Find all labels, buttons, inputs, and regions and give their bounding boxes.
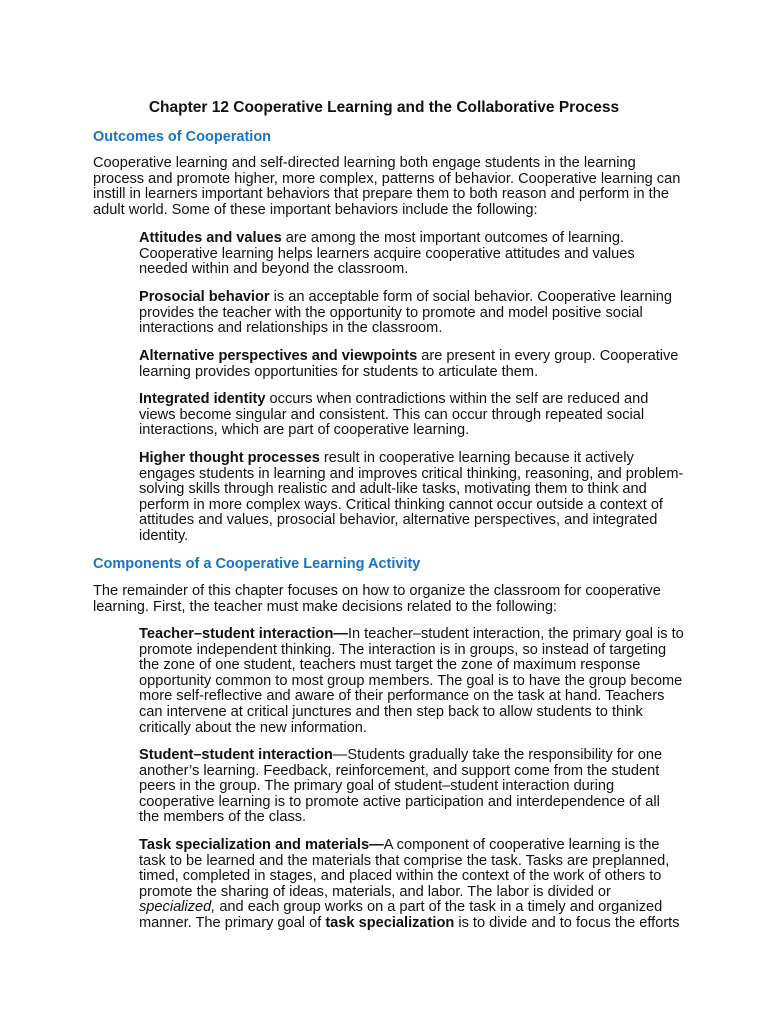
heading-outcomes-of-cooperation: Outcomes of Cooperation (93, 129, 272, 145)
description: result in cooperative learning because it actively engages students in learning and improves critical thinking, reasoning, and problem-solving skills through realistic and adult-like tasks, motivating them to think and perform in more complex ways. Critical thinking cannot occur outside a context of attitudes and values, prosocial behavior, alternative perspectives, and integrated identity. (139, 450, 684, 544)
description: occurs when contradictions within the self are reduced and views become singular and consistent. This can occur through repeated social interactions, which are part of cooperative learning. (139, 391, 649, 439)
component-item-task (139, 838, 684, 932)
description: is an acceptable form of social behavior. Cooperative learning provides the teacher with the opportunity to promote and model positive social interactions and relationships in the classroom. (139, 289, 672, 337)
description-part-2: and each group works on a part of the task in a timely and organized manner. The primary goal of (139, 899, 663, 931)
heading-components: Components of a Cooperative Learning Activity (93, 556, 421, 572)
term: Teacher–student interaction— (139, 626, 348, 642)
term: Alternative perspectives and viewpoints (139, 348, 418, 364)
outcome-item-thought (139, 451, 684, 545)
term: Student–student interaction (139, 747, 333, 763)
term: Attitudes and values (139, 230, 282, 246)
description: are present in every group. Cooperative learning provides opportunities for students to articulate them. (139, 348, 679, 380)
component-item-student-student (139, 748, 684, 826)
outcome-item-prosocial (139, 290, 684, 337)
term: Prosocial behavior (139, 289, 270, 305)
description-part-3: is to divide and to focus the efforts (454, 914, 680, 931)
chapter-title: Chapter 12 Cooperative Learning and the Collaborative Process (148, 99, 620, 116)
component-item-teacher-student (139, 627, 684, 736)
intro-paragraph-outcomes: Cooperative learning and self-directed learning both engage students in the learning process and promote higher, more complex, patterns of behavior. Cooperative learning can instill in learners important behaviors that prepare them to both reason and perform in the adult world. Some of these important behaviors include the following: (93, 155, 681, 218)
outcome-item-perspectives (139, 349, 684, 380)
bold-term: task specialization (325, 914, 455, 931)
description: In teacher–student interaction, the primary goal is to promote independent thinking. The interaction is in groups, so instead of targeting the zone of one student, teachers must target the zone of maximum response opportunity common to most group members. The goal is to have the group become more self-reflective and aware of their performance on the task at hand. Teachers can intervene at critical junctures and then step back to allow students to think critically about the new information. (139, 626, 684, 736)
intro-paragraph-components: The remainder of this chapter focuses on how to organize the classroom for cooperative learning. First, the teacher must make decisions related to the following: (93, 583, 661, 615)
description-part-1: A component of cooperative learning is the task to be learned and the materials that comprise the task. Tasks are preplanned, timed, completed in stages, and placed within the context of the work of others to promote the sharing of ideas, materials, and labor. The labor is divided or (139, 837, 670, 900)
description: are among the most important outcomes of learning. Cooperative learning helps learners acquire cooperative attitudes and values needed within and beyond the classroom. (139, 230, 635, 278)
italic-term: specialized, (139, 899, 216, 916)
outcome-item-identity (139, 392, 684, 439)
term: Integrated identity (139, 391, 266, 407)
term: Task specialization and materials— (139, 837, 384, 853)
term: Higher thought processes (139, 450, 320, 466)
description: —Students gradually take the responsibility for one another’s learning. Feedback, reinforcement, and support come from the student peers in the group. The primary goal of student–student interaction during cooperative learning is to promote active participation and interdependence of all the members of the class. (139, 747, 663, 826)
outcome-item-attitudes (139, 231, 684, 278)
